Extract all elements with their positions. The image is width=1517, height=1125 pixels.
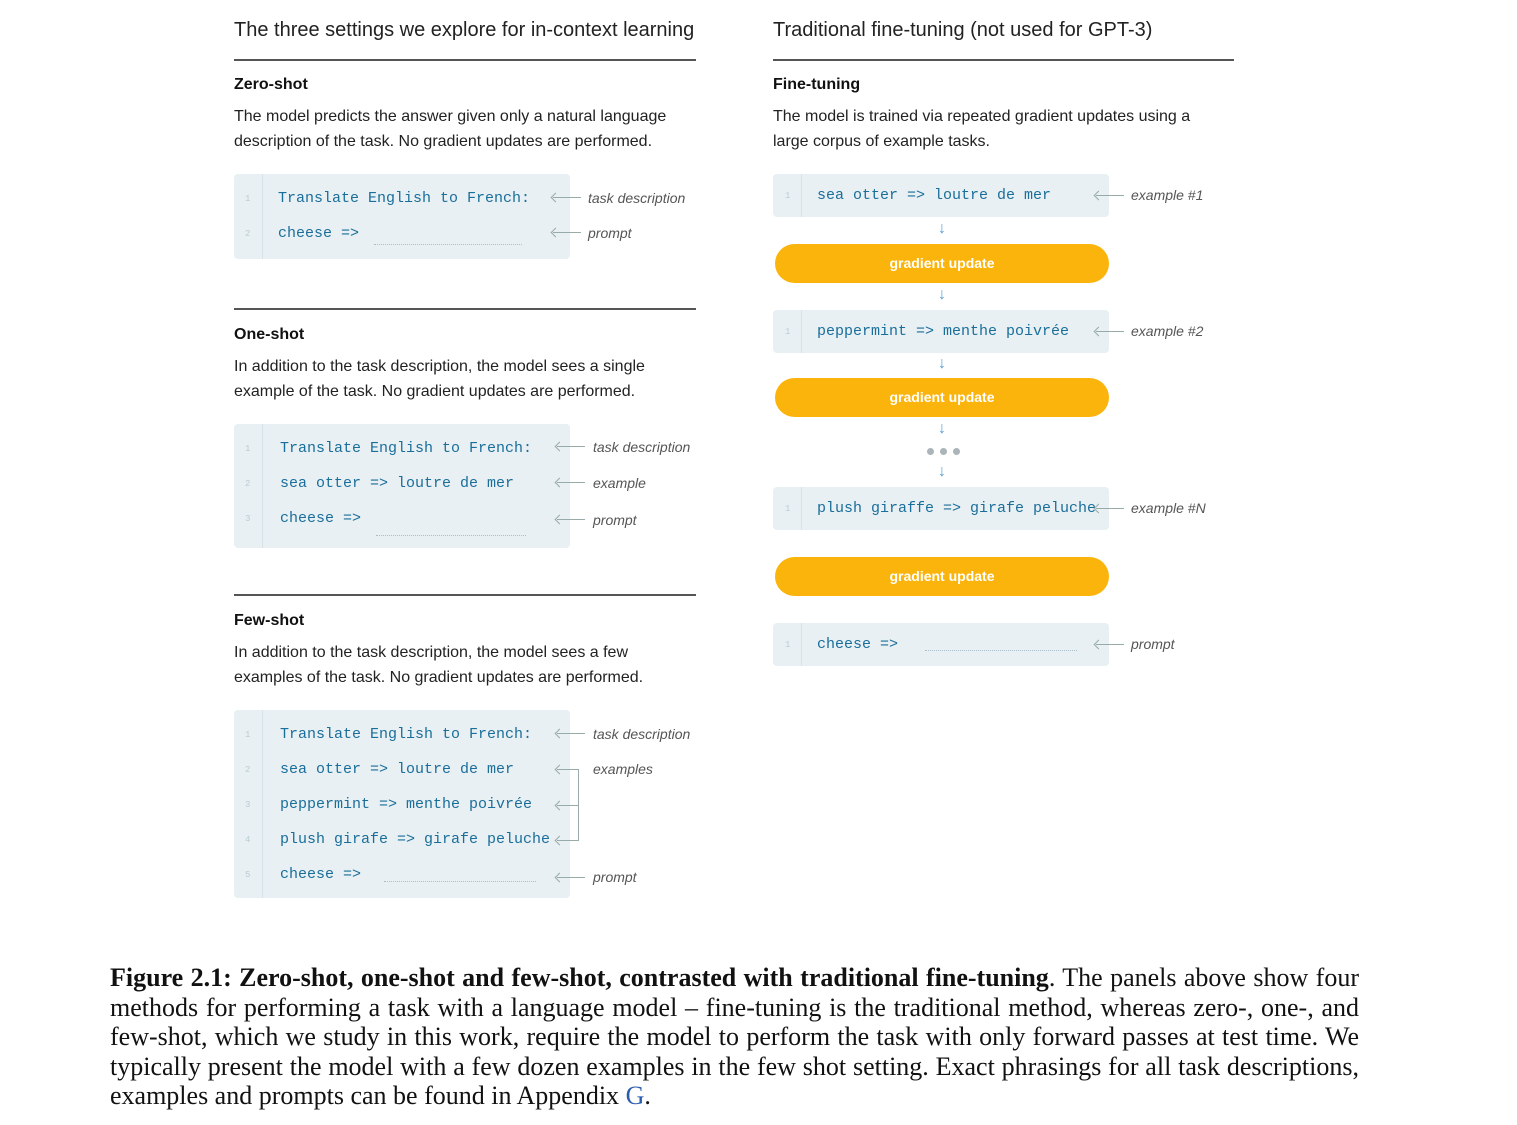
examples-bracket (578, 769, 579, 840)
down-arrow-icon: ↓ (938, 420, 946, 437)
example-n-box (773, 487, 1109, 530)
line-number: 2 (245, 479, 251, 489)
one-shot-title: One-shot (234, 326, 305, 343)
line-number: 1 (245, 194, 251, 204)
left-arrow-icon (1096, 331, 1124, 332)
annotation-examples: examples (593, 761, 653, 777)
prompt-line: cheese => (280, 510, 362, 527)
one-shot-code-box (234, 424, 570, 548)
caption-title: Figure 2.1: Zero-shot, one-shot and few-shot, contrasted with traditional fine-tuning (110, 963, 1049, 992)
annotation-prompt: prompt (1131, 636, 1175, 652)
few-shot-description: In addition to the task description, the model sees a few examples of the task. No gradient updates are performed. (234, 644, 644, 686)
line-number: 1 (245, 444, 251, 454)
left-arrow-icon (557, 519, 585, 520)
ellipsis-dot (940, 448, 947, 455)
gradient-update-pill: gradient update (775, 378, 1109, 417)
annotation-task-description: task description (588, 190, 686, 206)
line-number: 2 (245, 765, 251, 775)
left-arrow-icon (557, 446, 585, 447)
prompt-box (773, 623, 1109, 666)
ellipsis-dot (927, 448, 934, 455)
gradient-update-pill: gradient update (775, 244, 1109, 283)
example-1-line: sea otter => loutre de mer (817, 187, 1052, 204)
example-2-line: peppermint => menthe poivrée (817, 323, 1070, 340)
divider (234, 308, 696, 310)
left-arrow-icon (557, 733, 585, 734)
line-number: 3 (245, 514, 251, 524)
answer-blank (925, 650, 1077, 651)
caption-text: . The panels above show four methods for performing a task with a language model – fine-tuning is the traditional method, whereas zero-, one-, and few-shot, which we study in this work, require the model to perform the task with only forward passes at test time. We typically present the model with a few dozen examples in the few shot setting. Exact phrasings for all task descriptions, examples and prompts can be found in Appendix (110, 963, 1359, 1110)
line-number: 1 (785, 191, 791, 201)
left-arrow-icon (553, 197, 581, 198)
left-arrow-icon (1096, 508, 1124, 509)
annotation-prompt: prompt (593, 512, 637, 528)
line-number: 5 (245, 870, 251, 880)
example-line: peppermint => menthe poivrée (280, 796, 533, 813)
divider (234, 594, 696, 596)
annotation-example-1: example #1 (1131, 187, 1204, 203)
answer-blank (384, 881, 536, 882)
left-column-title: The three settings we explore for in-context learning (234, 19, 695, 41)
example-line: sea otter => loutre de mer (280, 761, 515, 778)
left-arrow-icon (1096, 644, 1124, 645)
zero-shot-description: The model predicts the answer given only a natural language description of the task. No gradient updates are performed. (234, 108, 667, 150)
line-gutter (234, 174, 263, 259)
line-number: 1 (785, 504, 791, 514)
task-description-line: Translate English to French: (278, 190, 531, 207)
left-arrow-icon (557, 877, 585, 878)
ellipsis-dot (953, 448, 960, 455)
divider (773, 59, 1234, 61)
left-arrow-icon (1096, 195, 1124, 196)
one-shot-description: In addition to the task description, the model sees a single example of the task. No gradient updates are performed. (234, 358, 645, 400)
left-arrow-icon (557, 482, 585, 483)
left-arrow-icon (553, 232, 581, 233)
example-line: plush girafe => girafe peluche (280, 831, 551, 848)
prompt-line: cheese => (280, 866, 362, 883)
annotation-prompt: prompt (588, 225, 632, 241)
annotation-example-2: example #2 (1131, 323, 1204, 339)
left-arrow-icon (557, 769, 579, 770)
zero-shot-title: Zero-shot (234, 76, 308, 93)
annotation-task-description: task description (593, 439, 691, 455)
prompt-line: cheese => (278, 225, 360, 242)
example-n-line: plush giraffe => girafe peluche (817, 500, 1097, 517)
down-arrow-icon: ↓ (938, 463, 946, 480)
line-number: 4 (245, 835, 251, 845)
annotation-example: example (593, 475, 646, 491)
left-arrow-icon (557, 840, 579, 841)
task-description-line: Translate English to French: (280, 726, 533, 743)
line-number: 2 (245, 229, 251, 239)
prompt-line: cheese => (817, 636, 899, 653)
down-arrow-icon: ↓ (938, 286, 946, 303)
few-shot-code-box (234, 710, 570, 898)
annotation-task-description: task description (593, 726, 691, 742)
right-column-title: Traditional fine-tuning (not used for GPT-3) (773, 19, 1153, 41)
example-2-box (773, 310, 1109, 353)
left-arrow-icon (557, 805, 579, 806)
down-arrow-icon: ↓ (938, 220, 946, 237)
line-number: 3 (245, 800, 251, 810)
appendix-link[interactable]: G (625, 1081, 645, 1110)
line-number: 1 (245, 730, 251, 740)
zero-shot-code-box (234, 174, 570, 259)
few-shot-title: Few-shot (234, 612, 305, 629)
fine-tuning-title: Fine-tuning (773, 76, 861, 93)
example-1-box (773, 174, 1109, 217)
answer-blank (374, 244, 522, 245)
line-number: 1 (785, 640, 791, 650)
line-number: 1 (785, 327, 791, 337)
task-description-line: Translate English to French: (280, 440, 533, 457)
caption-end: . (644, 1081, 651, 1110)
annotation-prompt: prompt (593, 869, 637, 885)
annotation-example-n: example #N (1131, 500, 1206, 516)
divider (234, 59, 696, 61)
fine-tuning-description: The model is trained via repeated gradient updates using a large corpus of example tasks. (773, 108, 1191, 150)
gradient-update-pill: gradient update (775, 557, 1109, 596)
example-line: sea otter => loutre de mer (280, 475, 515, 492)
figure-caption (110, 963, 1359, 1111)
down-arrow-icon: ↓ (938, 355, 946, 372)
answer-blank (376, 535, 526, 536)
